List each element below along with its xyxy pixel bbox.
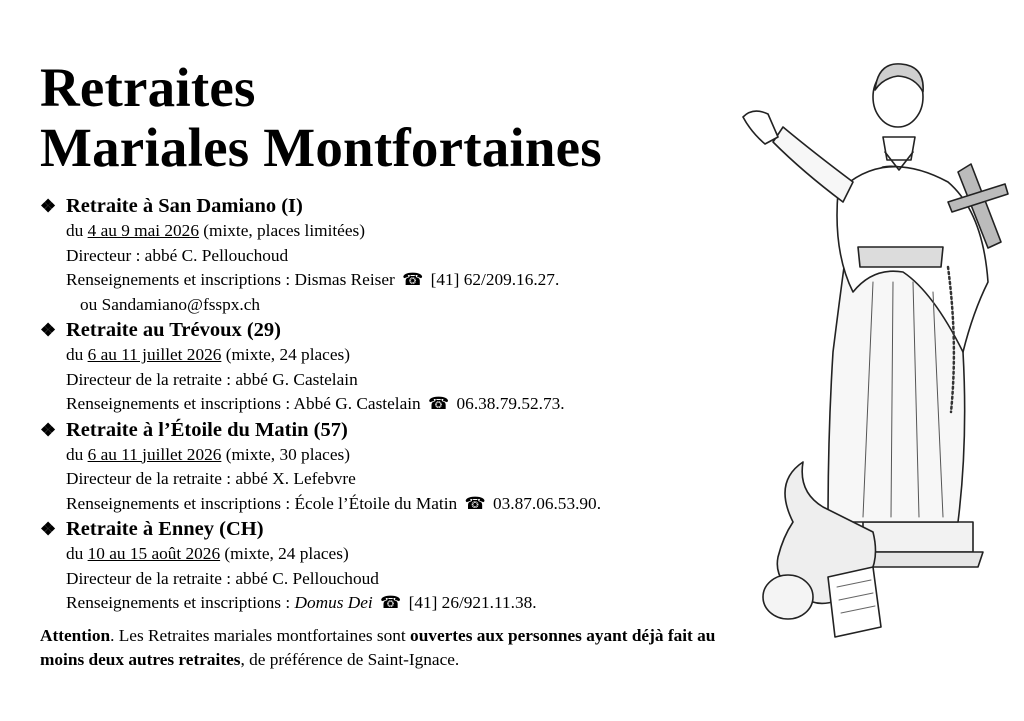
diamond-bullet-icon: ❖ <box>40 196 57 216</box>
retreat-list <box>40 193 720 616</box>
retreat-heading: ❖ Retraite au Trévoux (29) <box>40 319 282 341</box>
telephone-icon: ☎ <box>464 493 486 513</box>
title-line-1: Retraites <box>40 57 256 118</box>
retreat-dates: du 6 au 11 juillet 2026 (mixte, 24 places) <box>66 345 350 364</box>
saint-statue-illustration <box>733 52 1013 662</box>
diamond-bullet-icon: ❖ <box>40 320 57 340</box>
retreat-item <box>40 516 720 616</box>
retreat-director: Directeur de la retraite : abbé X. Lefebvre <box>66 469 356 488</box>
retreat-contact: Renseignements et inscriptions : Domus Dei ☎ [41] 26/921.11.38. <box>66 593 537 612</box>
retreat-director: Directeur : abbé C. Pellouchoud <box>66 245 289 265</box>
telephone-icon: ☎ <box>380 593 402 612</box>
retreat-item <box>40 417 720 517</box>
telephone-icon: ☎ <box>428 394 450 413</box>
retreat-contact: Renseignements et inscriptions : Dismas Reiser ☎ [41] 62/209.16.27. <box>66 270 560 289</box>
retreat-heading: ❖ Retraite à San Damiano (I) <box>40 195 303 217</box>
retreat-dates: du 4 au 9 mai 2026 (mixte, places limitées) <box>66 221 366 240</box>
retreat-phone: 06.38.79.52.73. <box>456 394 565 413</box>
retreat-heading: ❖ Retraite à Enney (CH) <box>40 518 264 540</box>
retreat-contact: Renseignements et inscriptions : Abbé G. Castelain ☎ 06.38.79.52.73. <box>66 394 565 413</box>
retreat-dates: du 6 au 11 juillet 2026 (mixte, 30 places) <box>66 444 350 464</box>
title-line-2: Mariales Montfortaines <box>40 117 602 178</box>
attention-note: Attention. Les Retraites mariales montfortaines sont ouvertes aux personnes ayant déjà fait au moins deux autres retraites, de préférence de Saint-Ignace. <box>40 626 716 669</box>
retreat-phone: [41] 26/921.11.38. <box>408 593 537 612</box>
retreat-phone: 03.87.06.53.90. <box>493 493 602 513</box>
telephone-icon: ☎ <box>402 270 424 289</box>
retreat-heading: ❖ Retraite à l’Étoile du Matin (57) <box>40 418 348 441</box>
retreat-dates: du 10 au 15 août 2026 (mixte, 24 places) <box>66 544 349 563</box>
retreat-item <box>40 193 720 317</box>
retreat-director: Directeur de la retraite : abbé C. Pellouchoud <box>66 568 379 588</box>
retreat-item <box>40 317 720 417</box>
diamond-bullet-icon: ❖ <box>40 419 57 440</box>
retreat-phone: [41] 62/209.16.27. <box>430 270 560 289</box>
retreat-contact: Renseignements et inscriptions : École l’Étoile du Matin ☎ 03.87.06.53.90. <box>66 493 602 513</box>
retreat-email[interactable]: ou Sandamiano@fsspx.ch <box>80 294 261 314</box>
page-title <box>40 58 602 178</box>
retreat-director: Directeur de la retraite : abbé G. Castelain <box>66 369 358 389</box>
diamond-bullet-icon: ❖ <box>40 519 57 539</box>
